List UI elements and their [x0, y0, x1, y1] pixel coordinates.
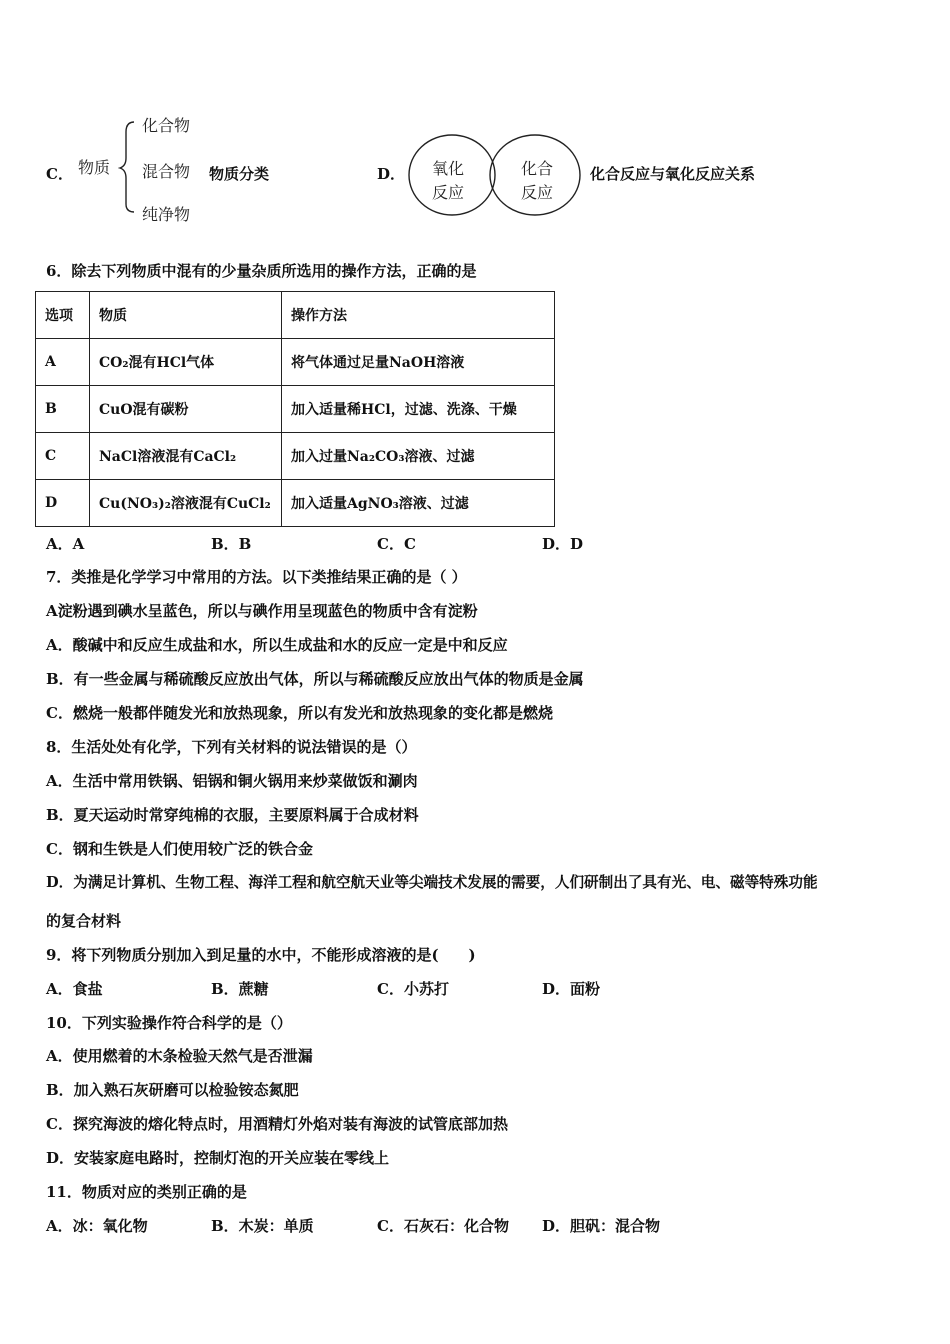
- q7-stem: 7．类推是化学学习中常用的方法。以下类推结果正确的是（ ）: [46, 568, 467, 586]
- table-row: [36, 339, 555, 386]
- venn-left-line-1: 氧化: [432, 159, 465, 178]
- q11-option-d: D．胆矾：混合物: [542, 1217, 661, 1235]
- table-cell: CuO混有碳粉: [90, 386, 282, 433]
- table-cell: B: [36, 386, 90, 433]
- q8-option-d-cont: 的复合材料: [46, 912, 122, 930]
- q9-option-d: D．面粉: [542, 980, 601, 998]
- classification-root: 物质: [78, 158, 111, 177]
- table-header-cell: 选项: [36, 292, 90, 339]
- table-header-row: [36, 292, 555, 339]
- q6-option-a: A．A: [46, 535, 85, 553]
- classification-branch-2: 混合物: [142, 162, 191, 181]
- table-cell: A: [36, 339, 90, 386]
- venn-left-line-2: 反应: [432, 183, 465, 202]
- table-cell: 将气体通过足量NaOH溶液: [282, 339, 555, 386]
- table-row: [36, 386, 555, 433]
- q8-option-a: A．生活中常用铁锅、铝锅和铜火锅用来炒菜做饭和涮肉: [46, 772, 418, 790]
- q6-option-b: B．B: [211, 535, 252, 553]
- q11-option-c: C．石灰石：化合物: [377, 1217, 509, 1235]
- option-c-label: C．: [46, 165, 73, 183]
- brace-icon: [118, 118, 142, 216]
- table-header-cell: 物质: [90, 292, 282, 339]
- q6-table: [35, 291, 555, 527]
- venn-right-line-2: 反应: [521, 183, 554, 202]
- q7-option-1: A淀粉遇到碘水呈蓝色，所以与碘作用呈现蓝色的物质中含有淀粉: [46, 602, 478, 620]
- classification-branch-1: 化合物: [142, 116, 191, 135]
- q8-stem: 8．生活处处有化学，下列有关材料的说法错误的是（）: [46, 738, 417, 756]
- option-d-label: D．: [377, 165, 406, 183]
- classification-branch-3: 纯净物: [142, 205, 191, 224]
- table-cell: 加入过量Na₂CO₃溶液、过滤: [282, 433, 555, 480]
- q9-option-a: A．食盐: [46, 980, 103, 998]
- diagram-d-caption: 化合反应与氧化反应关系: [590, 165, 756, 183]
- table-row: [36, 480, 555, 527]
- q7-option-2: A．酸碱中和反应生成盐和水，所以生成盐和水的反应一定是中和反应: [46, 636, 508, 654]
- diagram-c-caption: 物质分类: [209, 165, 270, 183]
- table-cell: Cu(NO₃)₂溶液混有CuCl₂: [90, 480, 282, 527]
- q11-option-a: A．冰：氧化物: [46, 1217, 148, 1235]
- table-cell: NaCl溶液混有CaCl₂: [90, 433, 282, 480]
- q9-option-b: B．蔗糖: [211, 980, 269, 998]
- q10-option-b: B．加入熟石灰研磨可以检验铵态氮肥: [46, 1081, 299, 1099]
- table-row: [36, 433, 555, 480]
- q10-option-c: C．探究海波的熔化特点时，用酒精灯外焰对装有海波的试管底部加热: [46, 1115, 508, 1133]
- q6-option-c: C．C: [377, 535, 416, 553]
- q10-stem: 10．下列实验操作符合科学的是（）: [46, 1014, 292, 1032]
- q7-option-3: B．有一些金属与稀硫酸反应放出气体，所以与稀硫酸反应放出气体的物质是金属: [46, 670, 584, 688]
- venn-right-line-1: 化合: [521, 159, 554, 178]
- table-cell: D: [36, 480, 90, 527]
- q10-option-d: D．安装家庭电路时，控制灯泡的开关应装在零线上: [46, 1149, 390, 1167]
- q11-stem: 11．物质对应的类别正确的是: [46, 1183, 247, 1201]
- table-cell: CO₂混有HCl气体: [90, 339, 282, 386]
- q8-option-d: D．为满足计算机、生物工程、海洋工程和航空航天业等尖端技术发展的需要，人们研制出了具有光、电、磁等特殊功能: [46, 874, 818, 891]
- table-header-cell: 操作方法: [282, 292, 555, 339]
- q6-option-d: D．D: [542, 535, 584, 553]
- q11-option-b: B．木炭：单质: [211, 1217, 314, 1235]
- q9-stem: 9．将下列物质分别加入到足量的水中，不能形成溶液的是( ): [46, 946, 476, 964]
- q6-stem: 6．除去下列物质中混有的少量杂质所选用的操作方法，正确的是: [46, 262, 477, 280]
- q10-option-a: A．使用燃着的木条检验天然气是否泄漏: [46, 1047, 313, 1065]
- q8-option-c: C．钢和生铁是人们使用较广泛的铁合金: [46, 840, 313, 858]
- q7-option-4: C．燃烧一般都伴随发光和放热现象，所以有发光和放热现象的变化都是燃烧: [46, 704, 553, 722]
- q8-option-b: B．夏天运动时常穿纯棉的衣服，主要原料属于合成材料: [46, 806, 419, 824]
- table-cell: 加入适量稀HCl，过滤、洗涤、干燥: [282, 386, 555, 433]
- table-cell: 加入适量AgNO₃溶液、过滤: [282, 480, 555, 527]
- table-cell: C: [36, 433, 90, 480]
- q9-option-c: C．小苏打: [377, 980, 449, 998]
